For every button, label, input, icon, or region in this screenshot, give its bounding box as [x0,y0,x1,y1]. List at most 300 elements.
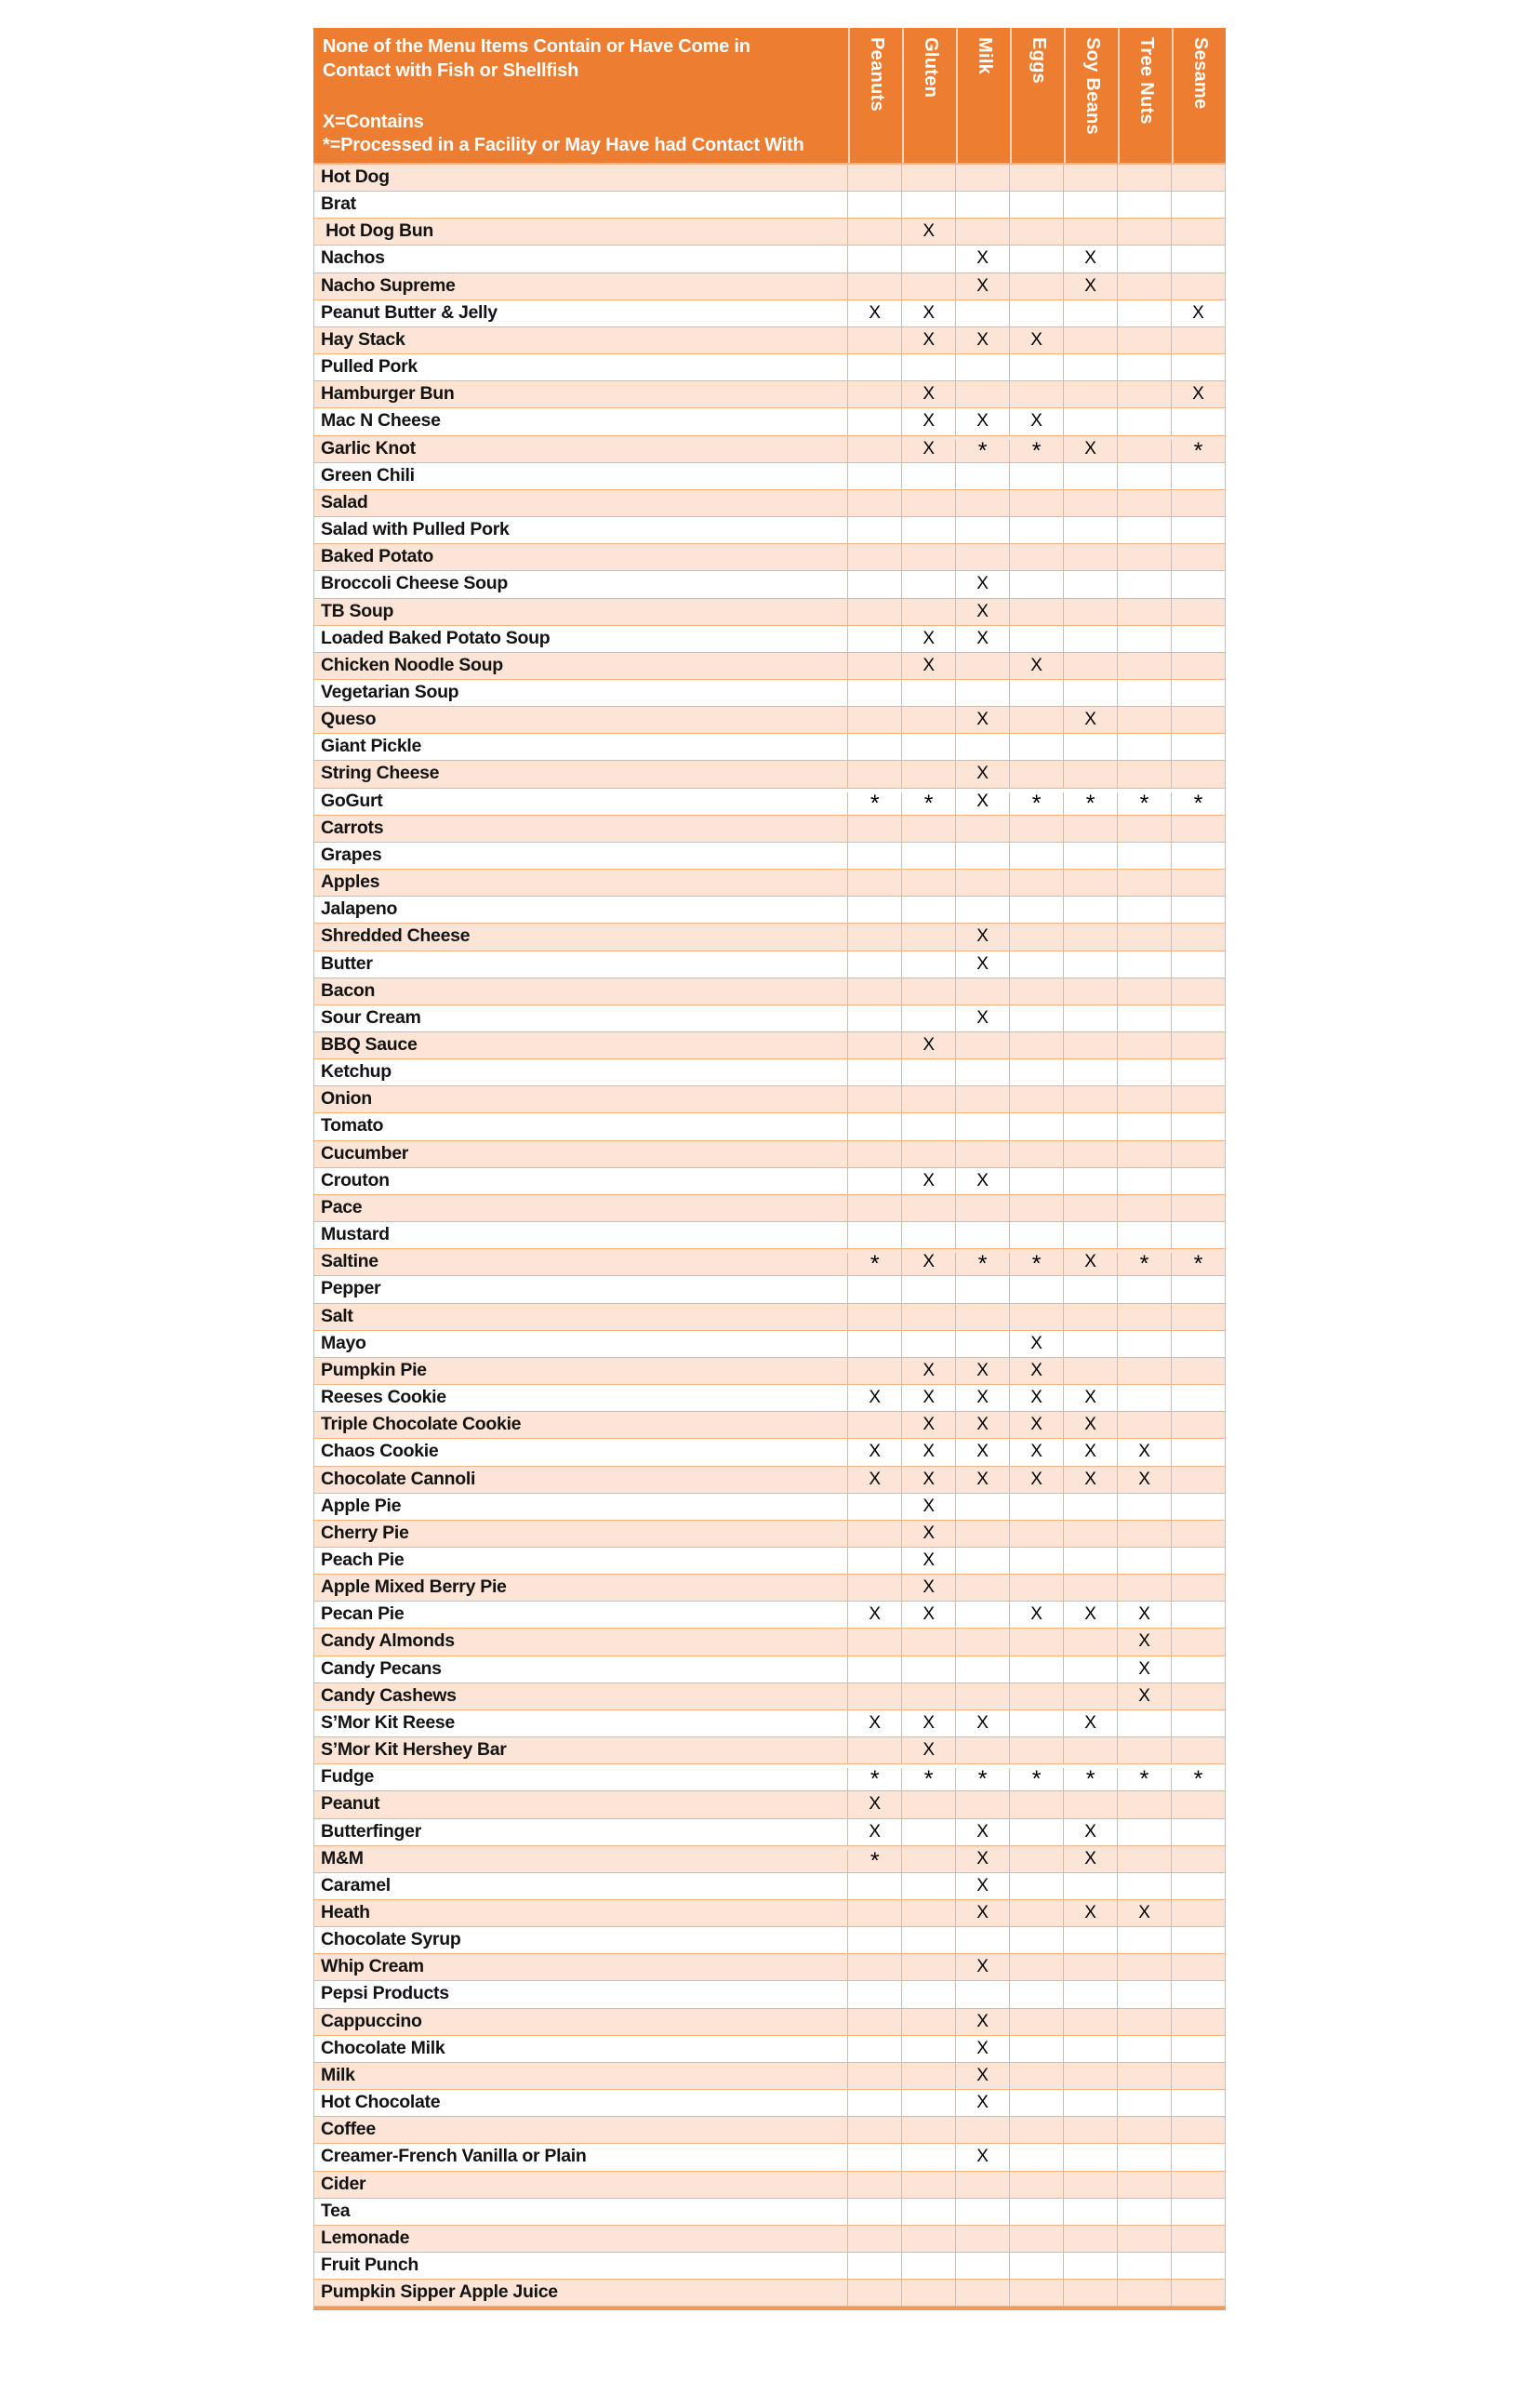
allergen-mark-cell [901,246,955,272]
allergen-mark-cell [847,1059,901,1085]
table-row [314,1494,1225,1521]
menu-item-name: Carrots [321,817,384,838]
allergen-mark-cell: X [1063,436,1117,462]
allergen-mark-cell [1063,354,1117,380]
allergen-mark-cell [1063,1141,1117,1167]
allergen-mark-cell [1063,653,1117,679]
allergen-mark-cell [1117,2009,1171,2035]
allergen-mark-cell [1171,2144,1225,2170]
allergen-mark-cell [1171,1791,1225,1817]
allergen-mark-cell [1117,1548,1171,1574]
menu-item-name: Chaos Cookie [321,1441,439,1462]
allergen-mark-cell: X [1117,1439,1171,1465]
allergen-mark-cell [847,436,901,462]
menu-item-name: Chicken Noodle Soup [321,654,503,675]
allergen-mark-cell [901,2253,955,2279]
menu-item-name: Pumpkin Sipper Apple Juice [321,2281,558,2303]
allergen-mark-cell [1171,1846,1225,1872]
allergen-mark-cell [847,1575,901,1601]
allergen-mark-cell: X [955,2090,1009,2116]
table-row [314,2253,1225,2280]
menu-item-name: Reeses Cookie [321,1387,446,1408]
allergen-mark-cell: X [955,1873,1009,1899]
allergen-mark-cell: X [1009,1412,1063,1438]
allergen-mark-cell [1063,2172,1117,2198]
allergen-mark-cell [847,1276,901,1302]
allergen-mark-cell [901,1276,955,1302]
allergen-mark-cell [955,2199,1009,2225]
allergen-mark-cell: X [955,924,1009,950]
allergen-mark-cell [847,2063,901,2089]
allergen-mark-cell [847,924,901,950]
allergen-mark-cell [1063,2036,1117,2062]
table-row [314,1086,1225,1113]
allergen-mark-cell [1171,517,1225,543]
allergen-mark-cell: X [955,1412,1009,1438]
table-row [314,707,1225,734]
allergen-mark-cell: * [1171,440,1225,466]
allergen-mark-cell [1009,2036,1063,2062]
allergen-mark-cell [1171,571,1225,597]
allergen-mark-cell: * [1117,1768,1171,1794]
allergen-mark-cell [1117,707,1171,733]
allergen-mark-cell [1009,2090,1063,2116]
allergen-mark-cell [847,1113,901,1139]
allergen-mark-cell [1009,2144,1063,2170]
allergen-mark-cell [847,1629,901,1655]
allergen-mark-cell [955,354,1009,380]
table-row [314,1656,1225,1683]
allergen-mark-cell: X [955,1710,1009,1736]
allergen-mark-cell [1009,816,1063,842]
allergen-mark-cell [1063,2144,1117,2170]
menu-item-name: Candy Cashews [321,1684,457,1706]
allergen-mark-cell [1171,978,1225,1004]
table-row [314,1548,1225,1575]
allergen-mark-cell [1171,1981,1225,2007]
menu-item-name: Pepper [321,1278,381,1299]
allergen-mark-cell [847,1331,901,1357]
allergen-mark-cell [955,1602,1009,1628]
allergen-mark-cell [1171,2009,1225,2035]
allergen-mark-cell: * [847,1850,901,1876]
allergen-mark-cell [1009,463,1063,489]
table-row [314,490,1225,517]
allergen-mark-cell: X [901,219,955,245]
allergen-mark-cell [847,1900,901,1926]
allergen-mark-cell [1063,1195,1117,1221]
menu-item-name: Fruit Punch [321,2255,419,2276]
allergen-mark-cell [1171,246,1225,272]
allergen-mark-cell [1063,1032,1117,1058]
allergen-mark-cell: X [901,1358,955,1384]
allergen-mark-cell [1063,897,1117,923]
allergen-mark-cell [901,2009,955,2035]
table-row [314,273,1225,300]
allergen-mark-cell [955,1032,1009,1058]
allergen-mark-cell [901,599,955,625]
allergen-mark-cell [847,1927,901,1953]
allergen-mark-cell [1063,951,1117,978]
allergen-mark-cell [847,571,901,597]
allergen-mark-cell: * [901,1768,955,1794]
menu-item-name: Chocolate Cannoli [321,1468,476,1489]
table-row [314,408,1225,435]
allergen-mark-cell: X [955,2144,1009,2170]
allergen-mark-cell: X [901,1032,955,1058]
allergen-mark-cell [847,951,901,978]
allergen-mark-cell [1171,219,1225,245]
allergen-mark-cell [901,2226,955,2252]
table-row [314,1358,1225,1385]
allergen-mark-cell [1063,2117,1117,2143]
allergen-mark-cell [1171,626,1225,652]
allergen-mark-cell [1009,219,1063,245]
allergen-mark-cell [847,192,901,218]
allergen-mark-cell [847,1032,901,1058]
allergen-mark-cell [1117,2280,1171,2306]
menu-item-name: Whip Cream [321,1956,424,1977]
table-row [314,1249,1225,1276]
allergen-mark-cell [901,2199,955,2225]
allergen-mark-cell [1063,1873,1117,1899]
allergen-mark-cell: X [1009,1439,1063,1465]
table-row [314,300,1225,327]
allergen-mark-cell [1063,544,1117,570]
menu-item-name: Cherry Pie [321,1522,409,1543]
allergen-mark-cell [1117,1575,1171,1601]
allergen-mark-cell: X [1063,1602,1117,1628]
menu-item-name: Vegetarian Soup [321,681,459,702]
column-header-milk: Milk [956,28,1010,163]
allergen-mark-cell: X [901,1467,955,1493]
allergen-mark-cell [1063,734,1117,760]
table-row [314,1222,1225,1249]
table-row [314,219,1225,246]
allergen-mark-cell [1117,192,1171,218]
allergen-mark-cell: X [901,1249,955,1275]
allergen-mark-cell: X [1009,1385,1063,1411]
allergen-mark-cell [847,2009,901,2035]
menu-item-name: Mayo [321,1332,366,1353]
allergen-mark-cell [955,1791,1009,1817]
allergen-mark-cell: * [847,1768,901,1794]
allergen-mark-cell: X [901,381,955,407]
table-row [314,1900,1225,1927]
menu-item-name: Apple Pie [321,1495,402,1516]
allergen-mark-cell [1063,1954,1117,1980]
allergen-mark-cell [955,1548,1009,1574]
allergen-mark-cell [1171,734,1225,760]
allergen-mark-cell [847,2280,901,2306]
allergen-mark-cell: X [1117,1656,1171,1683]
allergen-mark-cell [901,843,955,869]
table-row [314,2090,1225,2117]
allergen-mark-cell [1009,2253,1063,2279]
allergen-mark-cell [1009,843,1063,869]
allergen-mark-cell: X [1063,1710,1117,1736]
allergen-mark-cell: X [847,1439,901,1465]
allergen-mark-cell [1117,1032,1171,1058]
allergen-mark-cell [1117,327,1171,353]
table-row [314,463,1225,490]
allergen-mark-cell [901,571,955,597]
table-row [314,1385,1225,1412]
table-row [314,789,1225,816]
allergen-mark-cell [847,1521,901,1547]
allergen-mark-cell [901,517,955,543]
allergen-mark-cell [847,1548,901,1574]
allergen-mark-cell [1063,300,1117,326]
allergen-mark-cell [847,816,901,842]
table-row [314,1954,1225,1981]
table-row [314,246,1225,273]
allergen-mark-cell [1009,1575,1063,1601]
allergen-mark-cell [1117,571,1171,597]
allergen-mark-cell [1117,1521,1171,1547]
allergen-mark-cell [1171,2226,1225,2252]
column-header-eggs: Eggs [1010,28,1064,163]
allergen-mark-cell [1117,517,1171,543]
table-row [314,1304,1225,1331]
table-row [314,734,1225,761]
allergen-mark-cell [1063,1276,1117,1302]
allergen-mark-cell [1009,2063,1063,2089]
allergen-mark-cell [955,1222,1009,1248]
allergen-mark-cell [847,1656,901,1683]
menu-item-name: String Cheese [321,763,440,784]
allergen-mark-cell [1117,1005,1171,1031]
allergen-mark-cell [1117,1819,1171,1845]
allergen-mark-cell: * [847,792,901,818]
allergen-mark-cell: * [1009,440,1063,466]
allergen-mark-cell: X [1117,1629,1171,1655]
allergen-mark-cell [1117,408,1171,434]
allergen-mark-cell [847,381,901,407]
table-row [314,1005,1225,1032]
legend-contains: X=Contains [323,111,424,132]
allergen-mark-cell [1063,1086,1117,1112]
allergen-mark-cell [901,1981,955,2007]
menu-item-name: Cappuccino [321,2010,422,2031]
allergen-mark-cell [1063,2253,1117,2279]
allergen-mark-cell [1171,354,1225,380]
allergen-mark-cell: X [1009,1602,1063,1628]
allergen-mark-cell [847,653,901,679]
allergen-mark-cell: X [955,951,1009,978]
allergen-mark-cell [1117,2090,1171,2116]
table-row [314,653,1225,680]
allergen-mark-cell: X [955,789,1009,815]
allergen-mark-cell [1171,2036,1225,2062]
allergen-mark-cell: X [1063,1249,1117,1275]
menu-item-name: Crouton [321,1169,390,1190]
allergen-mark-cell [1063,1927,1117,1953]
allergen-mark-cell [955,1683,1009,1709]
allergen-mark-cell [1009,571,1063,597]
menu-item-name: Caramel [321,1874,391,1895]
allergen-mark-cell [1063,1737,1117,1763]
allergen-mark-cell [901,2036,955,2062]
menu-item-name: Garlic Knot [321,437,416,459]
allergen-mark-cell [1009,1195,1063,1221]
allergen-mark-cell [847,1412,901,1438]
menu-item-name: Coffee [321,2119,376,2140]
allergen-mark-cell [1117,1086,1171,1112]
allergen-mark-cell [955,2253,1009,2279]
allergen-mark-cell [1009,734,1063,760]
allergen-mark-cell [901,1304,955,1330]
allergen-mark-cell: X [955,1358,1009,1384]
allergen-mark-cell [955,1276,1009,1302]
allergen-mark-cell: X [1063,1900,1117,1926]
allergen-mark-cell [847,219,901,245]
allergen-mark-cell [847,734,901,760]
allergen-mark-cell [1117,1927,1171,1953]
menu-item-name: S’Mor Kit Hershey Bar [321,1739,507,1761]
allergen-mark-cell: X [901,1737,955,1763]
allergen-mark-cell [955,300,1009,326]
allergen-mark-cell [847,2199,901,2225]
allergen-mark-cell [1171,1927,1225,1953]
allergen-mark-cell [901,1331,955,1357]
allergen-mark-cell [847,843,901,869]
allergen-mark-cell [1009,599,1063,625]
allergen-mark-cell [1171,924,1225,950]
allergen-mark-cell [1009,897,1063,923]
allergen-mark-cell [901,463,955,489]
allergen-mark-cell [1171,2253,1225,2279]
allergen-mark-cell [901,165,955,191]
menu-item-name: Baked Potato [321,546,434,567]
allergen-mark-cell [1063,680,1117,706]
allergen-mark-cell [1009,1086,1063,1112]
allergen-mark-cell [955,1737,1009,1763]
allergen-mark-cell [1171,761,1225,787]
allergen-mark-cell: X [955,1900,1009,1926]
allergen-mark-cell [955,219,1009,245]
allergen-mark-cell [1117,1304,1171,1330]
menu-item-name: Broccoli Cheese Soup [321,573,508,594]
allergen-mark-cell [1009,870,1063,896]
allergen-mark-cell [955,1656,1009,1683]
table-row [314,1195,1225,1222]
allergen-mark-cell [1063,2063,1117,2089]
allergen-mark-cell [901,1873,955,1899]
allergen-mark-cell [955,1059,1009,1085]
table-row [314,1331,1225,1358]
allergen-mark-cell [1009,1141,1063,1167]
allergen-mark-cell [1117,2226,1171,2252]
table-row [314,1521,1225,1548]
allergen-mark-cell [1117,1222,1171,1248]
allergen-mark-cell: X [901,1575,955,1601]
allergen-mark-cell [1063,192,1117,218]
allergen-mark-cell [955,517,1009,543]
allergen-mark-cell [1117,1358,1171,1384]
allergen-mark-cell [1117,2172,1171,2198]
allergen-mark-cell [1009,1304,1063,1330]
allergen-mark-cell [847,2036,901,2062]
allergen-mark-cell: * [1009,1253,1063,1279]
allergen-mark-cell [955,165,1009,191]
menu-item-name: Saltine [321,1251,378,1272]
allergen-mark-cell [1117,2199,1171,2225]
allergen-mark-cell [1009,1113,1063,1139]
allergen-mark-cell [1117,354,1171,380]
allergen-mark-cell [847,2226,901,2252]
allergen-mark-cell: X [901,1602,955,1628]
allergen-mark-cell: * [955,440,1009,466]
allergen-mark-cell [1171,165,1225,191]
allergen-mark-cell [1063,219,1117,245]
allergen-mark-cell [1117,165,1171,191]
allergen-mark-cell: * [1117,1253,1171,1279]
allergen-mark-cell [1009,381,1063,407]
allergen-mark-cell [1009,354,1063,380]
allergen-mark-cell: X [1063,707,1117,733]
allergen-mark-cell [1063,1005,1117,1031]
allergen-mark-cell [847,1954,901,1980]
allergen-mark-cell [1171,1385,1225,1411]
allergen-mark-cell [1171,1331,1225,1357]
allergen-mark-cell [1063,1222,1117,1248]
allergen-mark-cell [1117,1954,1171,1980]
allergen-mark-cell [1117,1494,1171,1520]
table-row [314,571,1225,598]
table-row [314,1683,1225,1710]
allergen-mark-cell [1117,978,1171,1004]
allergen-mark-cell [1009,1710,1063,1736]
allergen-mark-cell [847,2117,901,2143]
allergen-mark-cell [901,273,955,299]
allergen-mark-cell [1009,924,1063,950]
allergen-mark-cell [1009,2280,1063,2306]
table-row [314,1981,1225,2008]
allergen-mark-cell [901,1900,955,1926]
allergen-mark-cell [1009,1276,1063,1302]
table-row [314,1710,1225,1737]
allergen-mark-cell [1117,653,1171,679]
allergen-mark-cell [1171,2280,1225,2306]
allergen-mark-cell: X [901,327,955,353]
allergen-mark-cell: X [1171,300,1225,326]
menu-item-name: Tomato [321,1115,384,1137]
allergen-mark-cell [901,1222,955,1248]
allergen-mark-cell: * [1009,792,1063,818]
menu-item-name: Sour Cream [321,1006,421,1028]
allergen-mark-cell [1171,192,1225,218]
table-row [314,1873,1225,1900]
allergen-mark-cell: X [901,1385,955,1411]
allergen-mark-cell: X [955,599,1009,625]
allergen-mark-cell [1171,463,1225,489]
menu-item-name: Nacho Supreme [321,274,456,296]
table-row [314,1819,1225,1846]
allergen-mark-cell: X [955,2063,1009,2089]
allergen-mark-cell [1171,1873,1225,1899]
allergen-mark-cell [1009,1737,1063,1763]
allergen-mark-cell [1171,1548,1225,1574]
allergen-mark-cell [1009,978,1063,1004]
allergen-mark-cell [847,978,901,1004]
allergen-mark-cell [901,897,955,923]
table-row [314,1168,1225,1195]
allergen-mark-cell [1063,490,1117,516]
column-header-peanuts: Peanuts [848,28,902,163]
allergen-mark-cell [955,192,1009,218]
allergen-mark-cell [1117,1846,1171,1872]
